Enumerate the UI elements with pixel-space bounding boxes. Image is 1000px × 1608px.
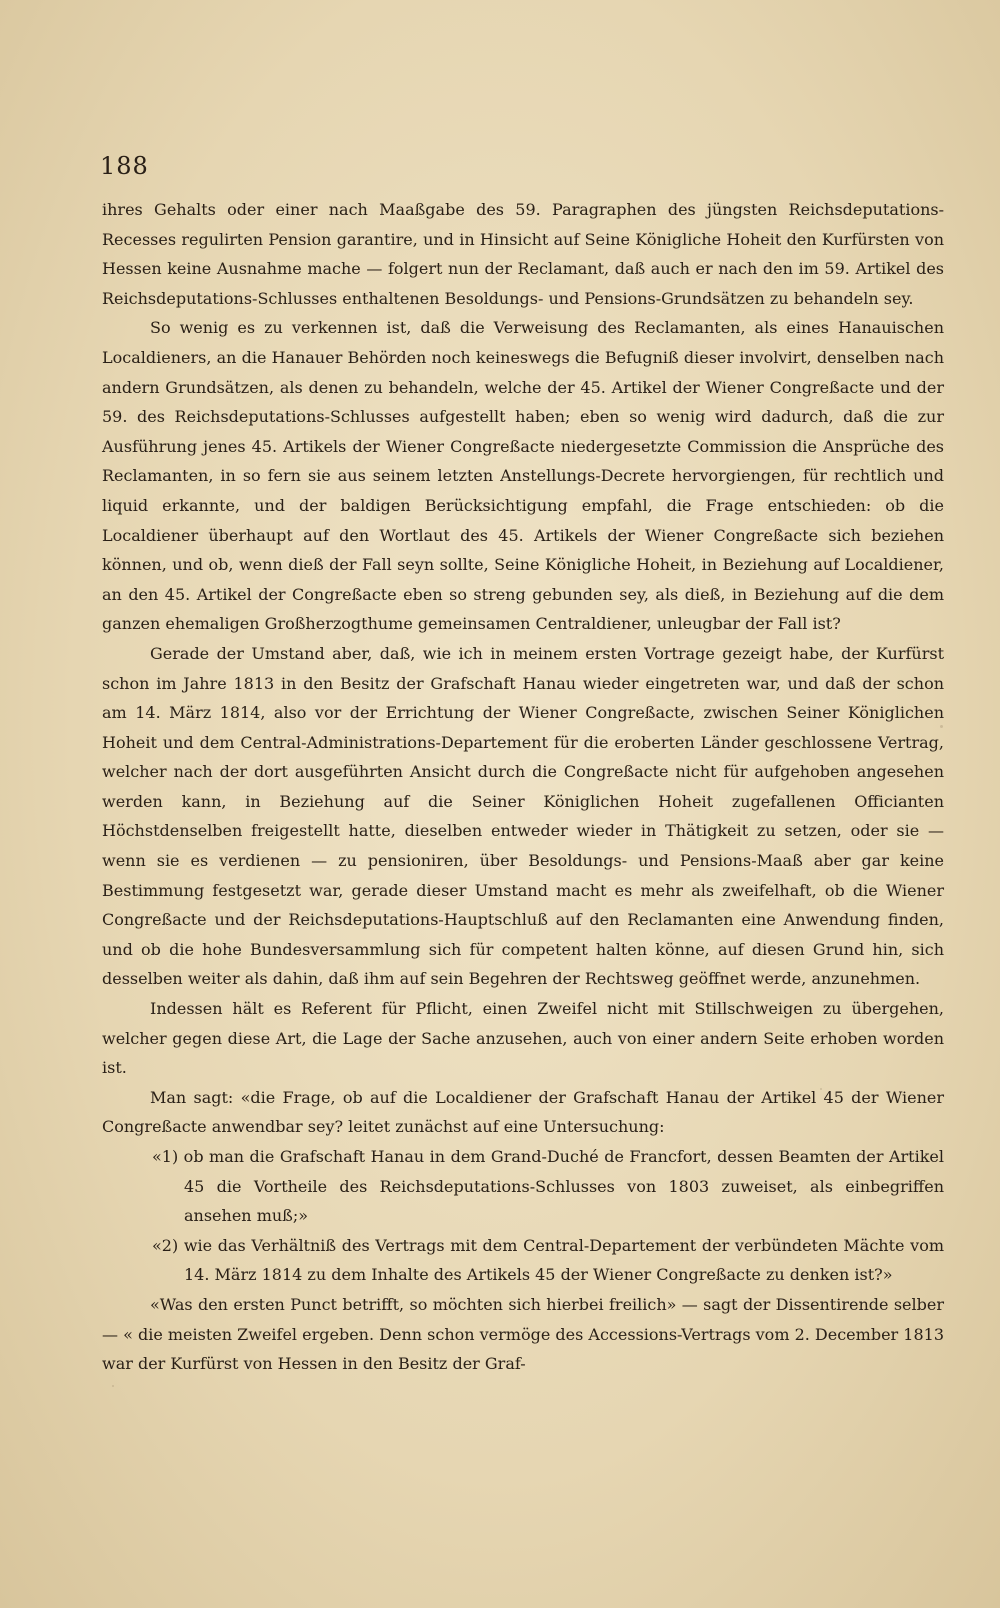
paragraph: Indessen hält es Referent für Pflicht, einen Zweifel nicht mit Stillschweigen zu übergehen, welcher gegen diese Art, die Lage der Sache anzusehen, auch von einer andern Seite erhoben worden ist. [102,999,944,1078]
list-item: «2) wie das Verhältniß des Vertrags mit dem Central-Departement der verbündeten Mächte vom 14. März 1814 zu dem Inhalte des Artikels 45 der Wiener Congreßacte zu denken ist?» [152,1235,944,1285]
paper-speck [112,1385,114,1387]
paragraph: «Was den ersten Punct betrifft, so möchten sich hierbei freilich» — sagt der Dissentirende selber — « die meisten Zweifel ergeben. Denn schon vermöge des Accessions-Vertrags vom 2. December 1813 war der Kurfürst von Hessen in den Besitz der Graf- [102,1294,944,1374]
paper-speck [930,270,933,273]
paper-speck [905,322,907,324]
paper-speck [940,725,943,728]
list-item: «1) ob man die Grafschaft Hanau in dem Grand-Duché de Francfort, dessen Beamten der Artikel 45 die Vortheile des Reichsdeputations-Schlusses von 1803 zuweiset, als einbegriffen ansehen muß;» [152,1147,944,1226]
paragraph: ihres Gehalts oder einer nach Maaßgabe des 59. Paragraphen des jüngsten Reichsdeputations-Recesses regulirten Pension garantire, und in Hinsicht auf Seine Königliche Hoheit den Kurfürsten von Hessen keine Ausnahme mache — folgert nun der Reclamant, daß auch er nach den im 59. Artikel des Reichsdeputations-Schlusses enthaltenen Besoldungs- und Pensions-Grundsätzen zu behandeln sey. [102,200,944,308]
paragraph: So wenig es zu verkennen ist, daß die Verweisung des Reclamanten, als eines Hanauischen Localdieners, an die Hanauer Behörden noch keineswegs die Befugniß dieser involvirt, denselben nach andern Grundsätzen, als denen zu behandeln, welche der 45. Artikel der Wiener Congreßacte und der 59. des Reichsdeputations-Schlusses aufgestellt haben; eben so wenig wird dadurch, daß die zur Ausführung jenes 45. Artikels der Wiener Congreßacte niedergesetzte Commission die Ansprüche des Reclamanten, in so fern sie aus seinem letzten Anstellungs-Decrete hervorgiengen, für rechtlich und liquid erkannte, und der baldigen Berücksichtigung empfahl, die Frage entschieden: ob die Localdiener überhaupt auf den Wortlaut des 45. Artikels der Wiener Congreßacte sich beziehen können, und ob, wenn dieß der Fall seyn sollte, Seine Königliche Hoheit, in Beziehung auf Localdiener, an den 45. Artikel der Congreßacte eben so streng gebunden sey, als dieß, in Beziehung auf die dem ganzen ehemaligen Großherzogthume gemeinsamen Centraldiener, unleugbar der Fall ist? [102,318,944,634]
paragraph: Gerade der Umstand aber, daß, wie ich in meinem ersten Vortrage gezeigt habe, der Kurfürst schon im Jahre 1813 in den Besitz der Grafschaft Hanau wieder eingetreten war, und daß der schon am 14. März 1814, also vor der Errichtung der Wiener Congreßacte, zwischen Seiner Königlichen Hoheit und dem Central-Administrations-Departement für die eroberten Länder geschlossene Vertrag, welcher nach der dort ausgeführten Ansicht durch die Congreßacte nicht für aufgehoben angesehen werden kann, in Beziehung auf die Seiner Königlichen Hoheit zugefallenen Officianten Höchstdenselben freigestellt hatte, dieselben entweder wieder in Thätigkeit zu setzen, oder sie — wenn sie es verdienen — zu pensioniren, über Besoldungs- und Pensions-Maaß aber gar keine Bestimmung festgesetzt war, gerade dieser Umstand macht es mehr als zweifelhaft, ob die Wiener Congreßacte und der Reichsdeputations-Hauptschluß auf den Reclamanten eine Anwendung finden, und ob die hohe Bundesversammlung sich für competent halten könne, auf diesen Grund hin, sich desselben weiter als dahin, daß ihm auf sein Begehren der Rechtsweg geöffnet werde, anzunehmen. [102,643,944,989]
body-text [102,195,944,1379]
paragraph: Man sagt: «die Frage, ob auf die Localdiener der Grafschaft Hanau der Artikel 45 der Wiener Congreßacte anwendbar sey? leitet zunächst auf eine Untersuchung: [102,1087,944,1137]
paper-speck [820,1088,822,1090]
page-number: 188 [100,152,149,180]
